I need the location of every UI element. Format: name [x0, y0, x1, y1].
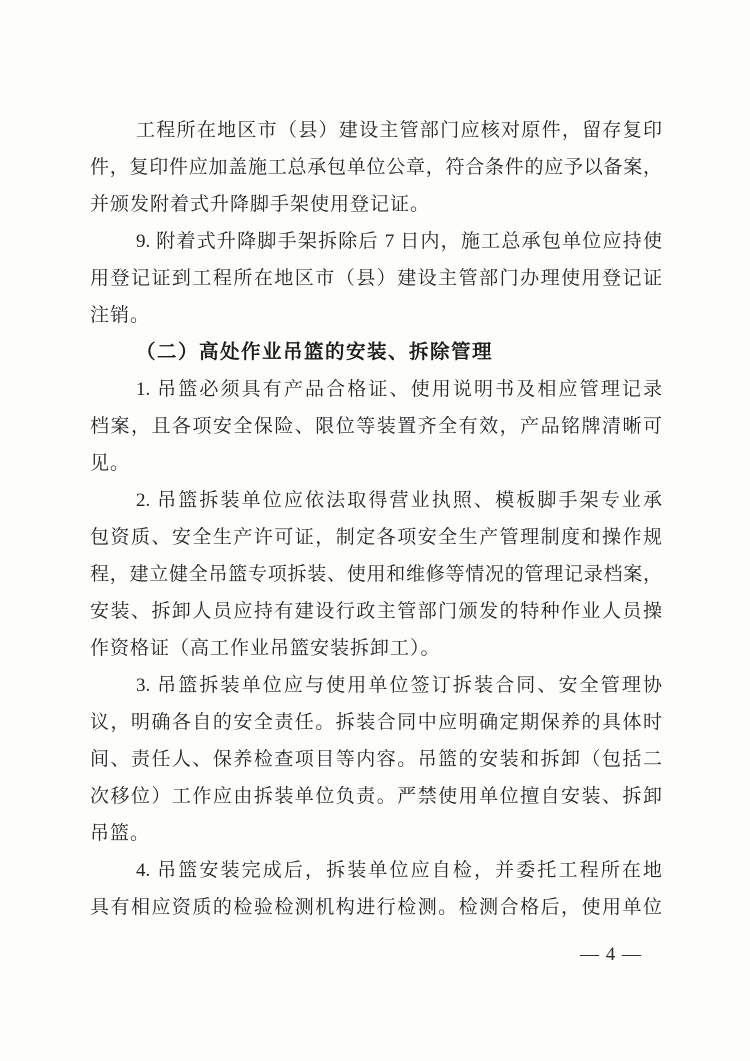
text-line: 1. 吊篮必须具有产品合格证、使用说明书及相应管理记录 — [136, 379, 662, 400]
text-line: 并颁发附着式升降脚手架使用登记证。 — [90, 194, 431, 215]
text-line: 作资格证（高工作业吊篮安装拆卸工）。 — [90, 638, 441, 659]
text-line: 吊篮。 — [90, 823, 151, 844]
text-line: 2. 吊篮拆装单位应依法取得营业执照、模板脚手架专业承 — [136, 490, 662, 511]
text-line: 间、责任人、保养检查项目等内容。吊篮的安装和拆卸（包括二 — [90, 749, 662, 770]
text-line: 程，建立健全吊篮专项拆装、使用和维修等情况的管理记录档案， — [90, 564, 662, 585]
page-number: — 4 — — [580, 944, 642, 965]
text-line: 包资质、安全生产许可证，制定各项安全生产管理制度和操作规 — [90, 527, 662, 548]
text-line: 具有相应资质的检验检测机构进行检测。检测合格后，使用单位 — [90, 897, 662, 918]
text-line: 3. 吊篮拆装单位应与使用单位签订拆装合同、安全管理协 — [136, 675, 662, 696]
text-line: 9. 附着式升降脚手架拆除后 7 日内，施工总承包单位应持使 — [136, 231, 662, 252]
text-line: 次移位）工作应由拆装单位负责。严禁使用单位擅自安装、拆卸 — [90, 786, 662, 807]
text-line: 工程所在地区市（县）建设主管部门应核对原件，留存复印 — [136, 120, 662, 141]
text-line: 4. 吊篮安装完成后，拆装单位应自检，并委托工程所在地 — [136, 860, 662, 881]
text-line: 件，复印件应加盖施工总承包单位公章，符合条件的应予以备案， — [90, 157, 662, 178]
section-heading: （二）高处作业吊篮的安装、拆除管理 — [136, 342, 494, 363]
document-body — [90, 112, 662, 926]
text-line: 议，明确各自的安全责任。拆装合同中应明确定期保养的具体时 — [90, 712, 662, 733]
text-line: 安装、拆卸人员应持有建设行政主管部门颁发的特种作业人员操 — [90, 601, 662, 622]
text-line: 用登记证到工程所在地区市（县）建设主管部门办理使用登记证 — [90, 268, 662, 289]
text-line: 注销。 — [90, 305, 151, 326]
text-line: 见。 — [90, 453, 131, 474]
text-line: 档案，且各项安全保险、限位等装置齐全有效，产品铭牌清晰可 — [90, 416, 662, 437]
